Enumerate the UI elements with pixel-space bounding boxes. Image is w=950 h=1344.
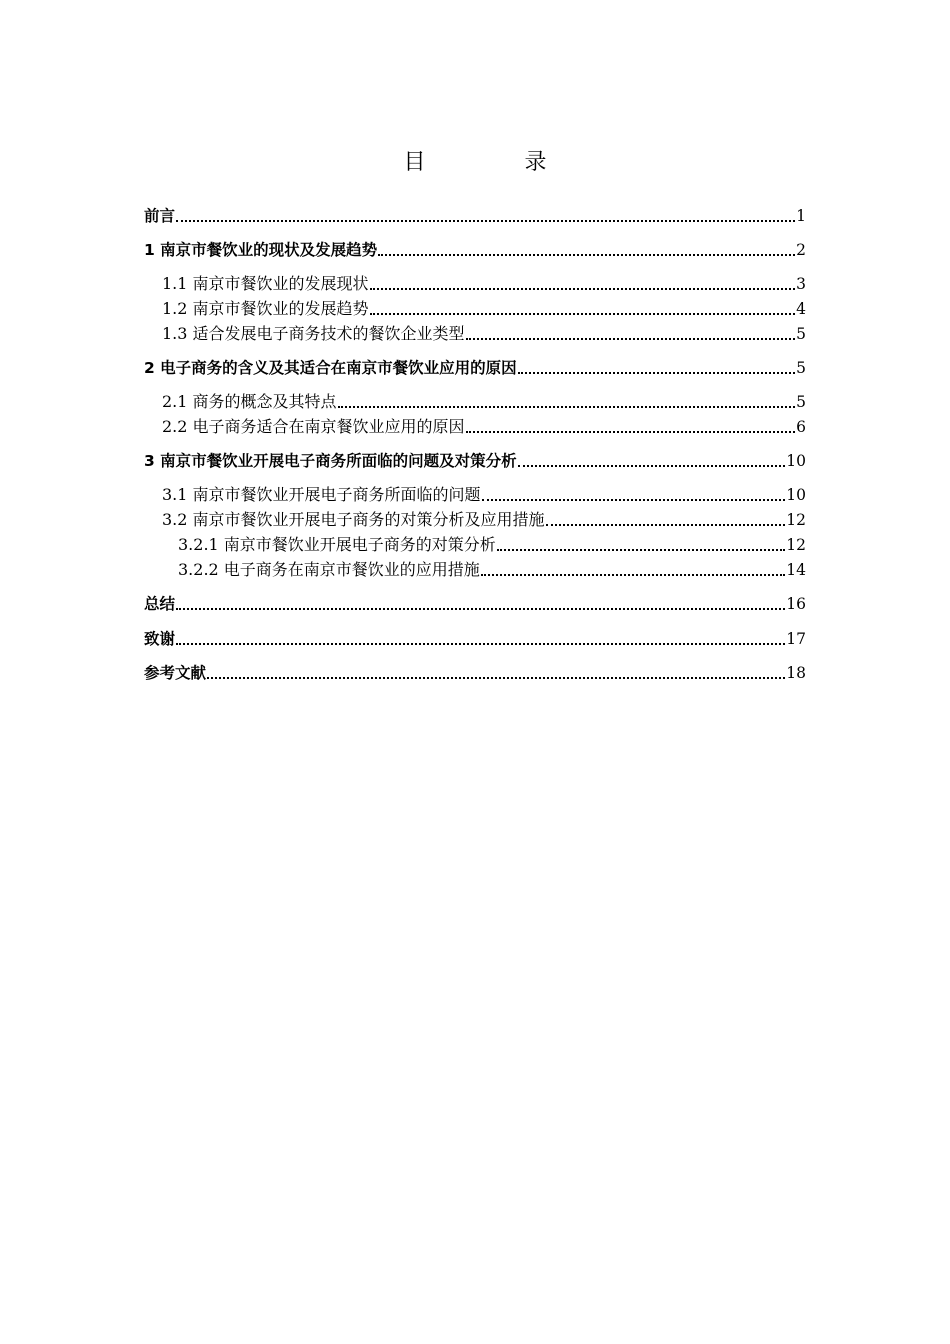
dot-leader — [482, 498, 786, 501]
toc-entry-page: 12 — [786, 511, 806, 529]
toc-entry-label: 1.2 南京市餐饮业的发展趋势 — [162, 299, 369, 318]
dot-leader — [518, 464, 786, 467]
toc-entry-page: 14 — [786, 561, 806, 579]
toc-entry-page: 6 — [796, 418, 806, 436]
toc-entry-page: 2 — [796, 241, 806, 259]
toc-entry — [144, 481, 806, 505]
dot-leader — [546, 523, 786, 526]
dot-leader — [176, 607, 785, 610]
dot-leader — [338, 405, 796, 408]
dot-leader — [176, 642, 785, 645]
toc-entry — [144, 320, 806, 344]
toc-entry-page: 5 — [796, 393, 806, 411]
dot-leader — [370, 312, 796, 315]
toc-entry — [144, 388, 806, 412]
toc-entry-page: 18 — [786, 664, 806, 682]
toc-entry — [144, 354, 806, 378]
toc-title: 目 录 — [403, 150, 593, 175]
toc-entry-label: 前言 — [144, 207, 176, 225]
dot-leader — [481, 573, 785, 576]
dot-leader — [497, 548, 785, 551]
dot-leader — [207, 676, 785, 679]
toc-entry-page: 17 — [786, 630, 806, 648]
dot-leader — [176, 219, 795, 222]
toc-entry-label: 总结 — [144, 595, 176, 613]
dot-leader — [466, 337, 796, 340]
toc-entry-page: 12 — [786, 536, 806, 554]
toc-entry — [144, 531, 806, 555]
toc-entry — [144, 506, 806, 530]
toc-entry-label: 3 南京市餐饮业开展电子商务所面临的问题及对策分析 — [144, 452, 517, 470]
toc-entry-page: 5 — [796, 359, 806, 377]
toc-entry-label: 2.2 电子商务适合在南京餐饮业应用的原因 — [162, 417, 465, 436]
toc-entry — [144, 590, 806, 614]
toc-entry-page: 10 — [786, 452, 806, 470]
toc-entry-label: 1 南京市餐饮业的现状及发展趋势 — [144, 241, 378, 259]
toc-entry — [144, 236, 806, 260]
toc-entry-page: 5 — [796, 325, 806, 343]
toc-entry-label: 3.1 南京市餐饮业开展电子商务所面临的问题 — [162, 485, 481, 504]
dot-leader — [378, 253, 795, 256]
toc-entry-label: 参考文献 — [144, 664, 207, 682]
toc-entry — [144, 295, 806, 319]
toc-entry — [144, 202, 806, 226]
dot-leader — [466, 430, 796, 433]
toc-entry — [144, 413, 806, 437]
toc-entry-page: 10 — [786, 486, 806, 504]
toc-entry-label: 2 电子商务的含义及其适合在南京市餐饮业应用的原因 — [144, 359, 517, 377]
toc-entry — [144, 556, 806, 580]
toc-entry-page: 4 — [796, 300, 806, 318]
dot-leader — [518, 371, 795, 374]
toc-entry-label: 致谢 — [144, 630, 176, 648]
toc-entry — [144, 625, 806, 649]
dot-leader — [370, 287, 796, 290]
toc-entry — [144, 447, 806, 471]
toc-entry-label: 1.3 适合发展电子商务技术的餐饮企业类型 — [162, 324, 465, 343]
toc-entry-page: 1 — [796, 207, 806, 225]
toc-entry-label: 3.2.1 南京市餐饮业开展电子商务的对策分析 — [178, 535, 496, 554]
toc-entry — [144, 270, 806, 294]
toc-entry-page: 3 — [796, 275, 806, 293]
toc-entry-label: 3.2.2 电子商务在南京市餐饮业的应用措施 — [178, 560, 480, 579]
toc-entry-page: 16 — [786, 595, 806, 613]
toc-entry-label: 1.1 南京市餐饮业的发展现状 — [162, 274, 369, 293]
toc-entry-label: 3.2 南京市餐饮业开展电子商务的对策分析及应用措施 — [162, 510, 545, 529]
toc-entry — [144, 659, 806, 683]
toc-entry-label: 2.1 商务的概念及其特点 — [162, 392, 337, 411]
